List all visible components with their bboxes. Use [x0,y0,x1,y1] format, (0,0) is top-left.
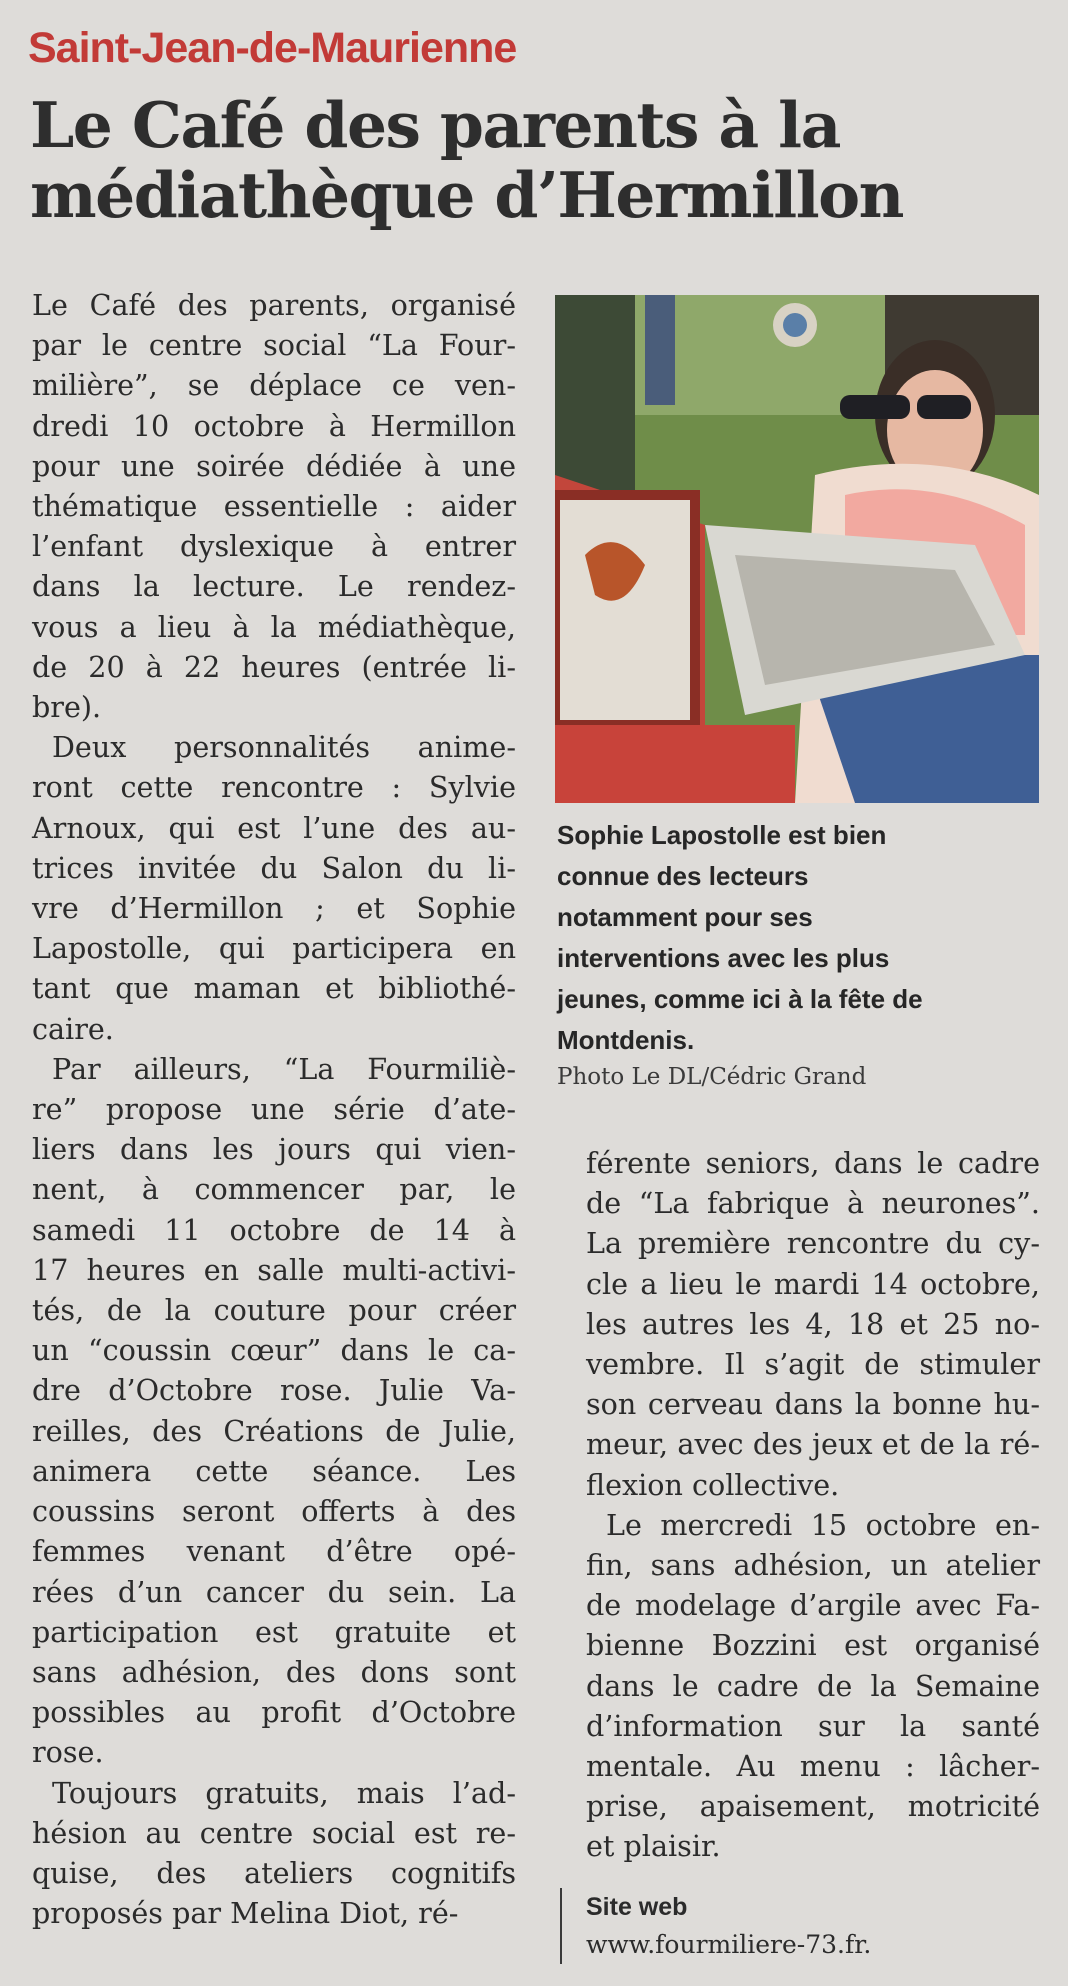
text-line: dredi 10 octobre à Hermillon [32,408,516,443]
text-line: caire. [32,1011,114,1046]
caption-line: interventions avec les plus [557,943,890,973]
text-line: vembre. Il s’agit de stimuler [586,1347,1040,1382]
text-line: dans le cadre de la Semaine [586,1668,1040,1703]
text-line: fin, sans adhésion, un atelier [586,1548,1040,1583]
text-line: tés, de la couture pour créer [32,1293,516,1328]
text-line: coussins seront offerts à des [32,1494,516,1529]
article-headline [30,90,1030,230]
text-line: vous a lieu à la médiathèque, [32,609,516,644]
caption-line: Sophie Lapostolle est bien [557,820,887,850]
text-line: d’information sur la santé [586,1708,1040,1743]
text-line: de modelage d’argile avec Fa- [586,1588,1040,1623]
text-line: possibles au profit d’Octobre [32,1695,516,1730]
text-line: femmes venant d’être opé- [32,1534,516,1569]
text-line: samedi 11 octobre de 14 à [32,1212,516,1247]
text-line: son cerveau dans la bonne hu- [586,1387,1040,1422]
article-photo [555,295,1039,803]
photo-caption [557,815,1047,1061]
article-column-right [586,1143,1040,1867]
text-line: Par ailleurs, “La Fourmiliè- [52,1051,516,1086]
website-info [560,1888,871,1964]
text-line: quise, des ateliers cognitifs [32,1855,516,1890]
text-line: re” propose une série d’ate- [32,1092,516,1127]
text-line: ront cette rencontre : Sylvie [32,770,516,805]
text-line: et plaisir. [586,1829,721,1864]
text-line: flexion collective. [586,1467,840,1502]
text-line: Deux personnalités anime- [52,730,516,765]
section-kicker: Saint-Jean-de-Maurienne [28,24,517,72]
text-line: participation est gratuite et [32,1614,516,1649]
website-label: Site web [586,1893,688,1921]
text-line: bienne Bozzini est organisé [586,1628,1040,1663]
text-line: sans adhésion, des dons sont [32,1654,516,1689]
text-line: de 20 à 22 heures (entrée li- [32,649,516,684]
text-line: Le mercredi 15 octobre en- [606,1507,1040,1542]
text-line: férente seniors, dans le cadre [586,1146,1040,1180]
text-line: prise, apaisement, motricité [586,1789,1040,1824]
text-line: thématique essentielle : aider [32,489,516,524]
text-line: dre d’Octobre rose. Julie Va- [32,1373,516,1408]
text-line: Toujours gratuits, mais l’ad- [52,1775,516,1810]
photo-illustration [555,295,1039,803]
text-line: rose. [32,1735,104,1770]
website-link[interactable]: www.fourmiliere-73.fr. [586,1930,872,1959]
text-line: hésion au centre social est re- [32,1815,516,1850]
text-line: liers dans les jours qui vien- [32,1132,516,1167]
caption-line: notamment pour ses [557,902,813,932]
text-line: tant que maman et bibliothé- [32,971,516,1006]
text-line: rées d’un cancer du sein. La [32,1574,516,1609]
text-line: vre d’Hermillon ; et Sophie [32,891,516,926]
text-line: bre). [32,690,102,725]
text-line: l’enfant dyslexique à entrer [32,529,516,564]
text-line: les autres les 4, 18 et 25 no- [586,1306,1040,1341]
text-line: La première rencontre du cy- [586,1226,1040,1261]
text-line: 17 heures en salle multi-activi- [32,1252,516,1287]
caption-line: connue des lecteurs [557,861,809,891]
text-line: dans la lecture. Le rendez- [32,569,516,604]
article-column-left [32,285,516,1933]
caption-line: jeunes, comme ici à la fête de [557,984,923,1014]
text-line: nent, à commencer par, le [32,1172,516,1207]
text-line: par le centre social “La Four- [32,328,516,363]
text-line: Le Café des parents, organisé [32,288,516,322]
text-line: pour une soirée dédiée à une [32,448,516,483]
headline-line-1: Le Café des parents à la [30,88,840,162]
text-line: animera cette séance. Les [32,1453,516,1488]
text-line: meur, avec des jeux et de la ré- [586,1427,1040,1462]
text-line: de “La fabrique à neurones”. [586,1186,1040,1221]
text-line: proposés par Melina Diot, ré- [32,1896,459,1931]
text-line: trices invitée du Salon du li- [32,850,516,885]
text-line: milière”, se déplace ce ven- [32,368,516,403]
caption-line: Montdenis. [557,1025,695,1055]
photo-credit: Photo Le DL/Cédric Grand [557,1064,867,1090]
bleed-through-text [640,20,652,68]
text-line: un “coussin cœur” dans le ca- [32,1333,516,1368]
headline-line-2: médiathèque d’Hermillon [30,158,903,232]
text-line: reilles, des Créations de Julie, [32,1413,516,1448]
text-line: cle a lieu le mardi 14 octobre, [586,1266,1040,1301]
text-line: mentale. Au menu : lâcher- [586,1749,1040,1784]
text-line: Arnoux, qui est l’une des au- [32,810,516,845]
text-line: Lapostolle, qui participera en [32,931,516,966]
